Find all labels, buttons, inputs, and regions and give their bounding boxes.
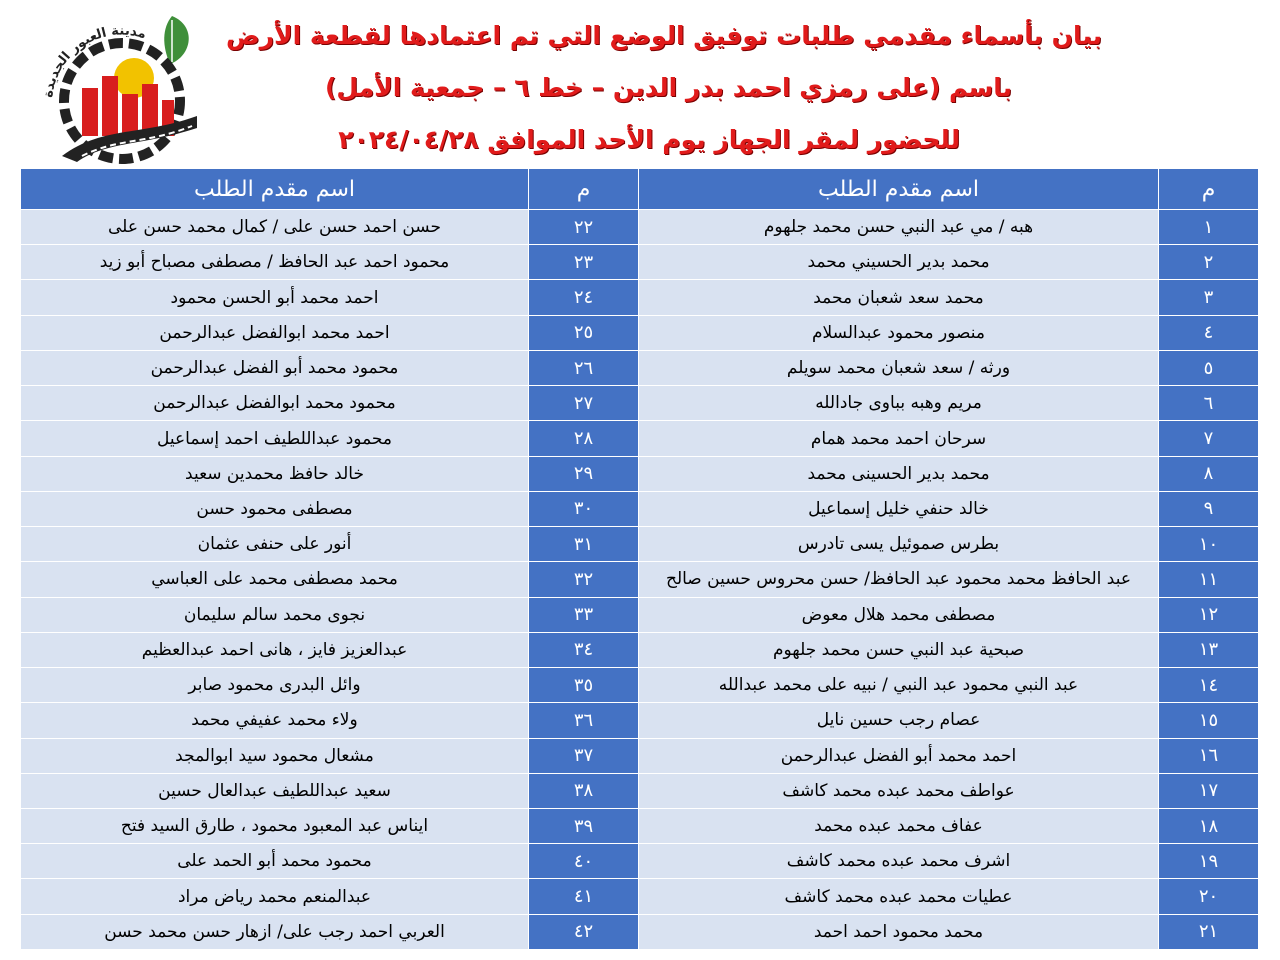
- header-title: بيان بأسماء مقدمي طلبات توفيق الوضع التي تم اعتمادها لقطعة الأرض: [225, 21, 1102, 50]
- applicant-name: ولاء محمد عفيفي محمد: [21, 703, 529, 738]
- applicant-name: سرحان احمد محمد همام: [639, 421, 1159, 456]
- applicant-name: حسن احمد حسن على / كمال محمد حسن على: [21, 210, 529, 245]
- column-header-num: م: [529, 169, 639, 210]
- applicant-name: ورثه / سعد شعبان محمد سويلم: [639, 350, 1159, 385]
- row-number: ٢٠: [1159, 879, 1259, 914]
- applicant-name: محمود احمد عبد الحافظ / مصطفى مصباح أبو زيد: [21, 245, 529, 280]
- row-number: ١٩: [1159, 844, 1259, 879]
- table-row: [21, 315, 1259, 350]
- row-number: ٣٤: [529, 632, 639, 667]
- row-number: ٢٩: [529, 456, 639, 491]
- table-row: [21, 844, 1259, 879]
- applicant-name: مريم وهبه بباوى جادالله: [639, 386, 1159, 421]
- row-number: ٧: [1159, 421, 1259, 456]
- row-number: ٥: [1159, 350, 1259, 385]
- row-number: ١: [1159, 210, 1259, 245]
- applicant-name: احمد محمد أبو الحسن محمود: [21, 280, 529, 315]
- row-number: ٤٠: [529, 844, 639, 879]
- row-number: ٤٢: [529, 914, 639, 949]
- table-row: [21, 386, 1259, 421]
- table-row: [21, 703, 1259, 738]
- city-logo-icon: [22, 6, 212, 166]
- table-row: [21, 632, 1259, 667]
- row-number: ٩: [1159, 491, 1259, 526]
- applicant-name: احمد محمد ابوالفضل عبدالرحمن: [21, 315, 529, 350]
- table-body: [21, 210, 1259, 950]
- row-number: ١٦: [1159, 738, 1259, 773]
- table-row: [21, 562, 1259, 597]
- row-number: ٤١: [529, 879, 639, 914]
- applicant-name: مصطفى محمود حسن: [21, 491, 529, 526]
- applicant-name: العربي احمد رجب على/ ازهار حسن محمد حسن: [21, 914, 529, 949]
- row-number: ١٤: [1159, 668, 1259, 703]
- row-number: ٢٧: [529, 386, 639, 421]
- page-header: [225, 10, 1120, 166]
- row-number: ٣١: [529, 527, 639, 562]
- row-number: ٢١: [1159, 914, 1259, 949]
- applicant-name: وائل البدرى محمود صابر: [21, 668, 529, 703]
- applicant-name: سعيد عبداللطيف عبدالعال حسين: [21, 773, 529, 808]
- applicant-name: عفاف محمد عبده محمد: [639, 808, 1159, 843]
- applicant-name: صبحية عبد النبي حسن محمد جلهوم: [639, 632, 1159, 667]
- applicant-name: عبدالمنعم محمد رياض مراد: [21, 879, 529, 914]
- column-header-name: اسم مقدم الطلب: [639, 169, 1159, 210]
- applicant-name: عبد الحافظ محمد محمود عبد الحافظ/ حسن محروس حسين صالح: [639, 562, 1159, 597]
- table-row: [21, 879, 1259, 914]
- row-number: ٣٣: [529, 597, 639, 632]
- row-number: ٣٨: [529, 773, 639, 808]
- row-number: ٢٥: [529, 315, 639, 350]
- table-row: [21, 527, 1259, 562]
- table-row: [21, 280, 1259, 315]
- applicant-name: محمد سعد شعبان محمد: [639, 280, 1159, 315]
- row-number: ٣٦: [529, 703, 639, 738]
- applicant-name: محمود عبداللطيف احمد إسماعيل: [21, 421, 529, 456]
- row-number: ٢٦: [529, 350, 639, 385]
- column-header-name: اسم مقدم الطلب: [21, 169, 529, 210]
- applicant-name: مصطفى محمد هلال معوض: [639, 597, 1159, 632]
- row-number: ١٣: [1159, 632, 1259, 667]
- row-number: ٣٧: [529, 738, 639, 773]
- applicant-name: محمد بدير الحسيني محمد: [639, 245, 1159, 280]
- row-number: ٢٣: [529, 245, 639, 280]
- applicant-name: هبه / مي عبد النبي حسن محمد جلهوم: [639, 210, 1159, 245]
- row-number: ٢: [1159, 245, 1259, 280]
- table-row: [21, 210, 1259, 245]
- row-number: ٢٨: [529, 421, 639, 456]
- applicant-name: محمد مصطفى محمد على العباسي: [21, 562, 529, 597]
- row-number: ١٢: [1159, 597, 1259, 632]
- logo-text: مدينة العبور الجديدة: [41, 23, 148, 99]
- table-row: [21, 808, 1259, 843]
- row-number: ٨: [1159, 456, 1259, 491]
- applicant-name: مشعال محمود سيد ابوالمجد: [21, 738, 529, 773]
- applicant-name: أنور على حنفى عثمان: [21, 527, 529, 562]
- row-number: ٤: [1159, 315, 1259, 350]
- row-number: ١٨: [1159, 808, 1259, 843]
- row-number: ٣٠: [529, 491, 639, 526]
- table-row: [21, 245, 1259, 280]
- applicant-name: محمود محمد أبو الحمد على: [21, 844, 529, 879]
- applicant-name: نجوى محمد سالم سليمان: [21, 597, 529, 632]
- table-row: [21, 773, 1259, 808]
- applicant-name: عواطف محمد عبده محمد كاشف: [639, 773, 1159, 808]
- applicant-name: محمود محمد ابوالفضل عبدالرحمن: [21, 386, 529, 421]
- table-row: [21, 914, 1259, 949]
- applicant-name: محمود محمد أبو الفضل عبدالرحمن: [21, 350, 529, 385]
- row-number: ٣٩: [529, 808, 639, 843]
- applicant-name: بطرس صموئيل يسى تادرس: [639, 527, 1159, 562]
- column-header-num: م: [1159, 169, 1259, 210]
- applicant-name: عبد النبي محمود عبد النبي / نبيه على محمد عبدالله: [639, 668, 1159, 703]
- row-number: ٢٤: [529, 280, 639, 315]
- applicant-name: منصور محمود عبدالسلام: [639, 315, 1159, 350]
- row-number: ١٠: [1159, 527, 1259, 562]
- applicant-name: عطيات محمد عبده محمد كاشف: [639, 879, 1159, 914]
- applicants-table: [20, 168, 1259, 950]
- header-plot-owner: باسم (على رمزي احمد بدر الدين – خط ٦ – جمعية الأمل): [324, 73, 1012, 102]
- applicant-name: ايناس عبد المعبود محمود ، طارق السيد فتح: [21, 808, 529, 843]
- row-number: ١٧: [1159, 773, 1259, 808]
- table-row: [21, 491, 1259, 526]
- row-number: ٣٢: [529, 562, 639, 597]
- applicant-name: عصام رجب حسين نايل: [639, 703, 1159, 738]
- row-number: ٢٢: [529, 210, 639, 245]
- table-row: [21, 668, 1259, 703]
- applicant-name: خالد حافظ محمدين سعيد: [21, 456, 529, 491]
- applicant-name: محمد بدير الحسينى محمد: [639, 456, 1159, 491]
- table-row: [21, 350, 1259, 385]
- row-number: ٣٥: [529, 668, 639, 703]
- row-number: ١١: [1159, 562, 1259, 597]
- applicant-name: احمد محمد أبو الفضل عبدالرحمن: [639, 738, 1159, 773]
- table-header-row: [21, 169, 1259, 210]
- applicant-name: خالد حنفي خليل إسماعيل: [639, 491, 1159, 526]
- table-row: [21, 738, 1259, 773]
- row-number: ٦: [1159, 386, 1259, 421]
- table-row: [21, 597, 1259, 632]
- header-attendance-date: للحضور لمقر الجهاز يوم الأحد الموافق ٢٠٢٤/٠٤/٢٨: [338, 125, 960, 154]
- row-number: ١٥: [1159, 703, 1259, 738]
- city-logo: [22, 6, 212, 166]
- table-row: [21, 456, 1259, 491]
- applicant-name: عبدالعزيز فايز ، هانى احمد عبدالعظيم: [21, 632, 529, 667]
- table-row: [21, 421, 1259, 456]
- row-number: ٣: [1159, 280, 1259, 315]
- applicant-name: اشرف محمد عبده محمد كاشف: [639, 844, 1159, 879]
- applicant-name: محمد محمود احمد احمد: [639, 914, 1159, 949]
